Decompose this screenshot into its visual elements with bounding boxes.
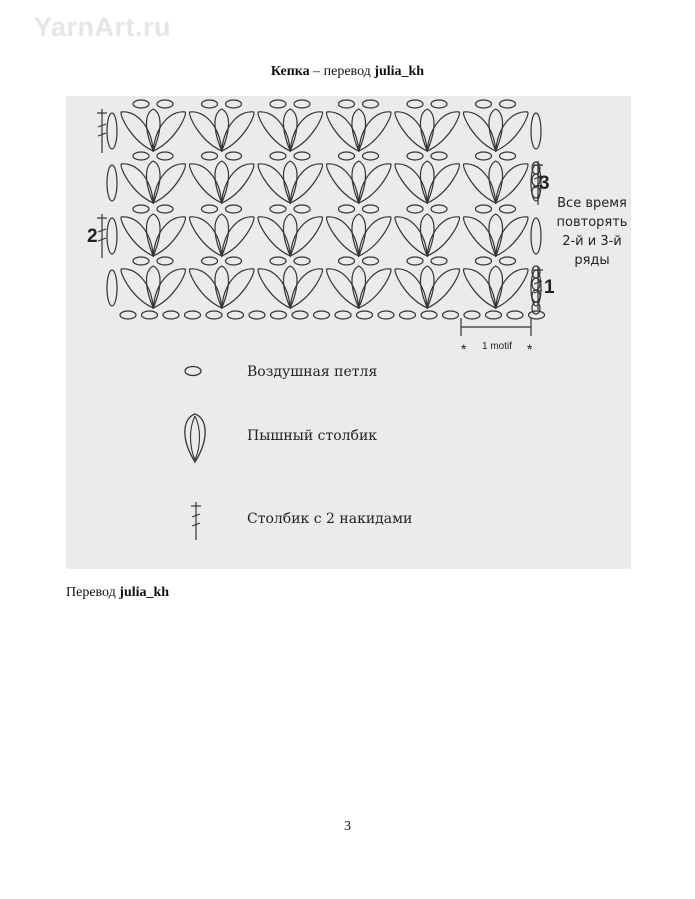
chain-stitch <box>226 152 242 160</box>
chain-stitch <box>407 257 423 265</box>
chain-stitch <box>339 100 355 108</box>
chain-stitch <box>294 100 310 108</box>
foundation-chain <box>163 311 179 319</box>
puff-petal <box>121 269 153 308</box>
foundation-chain <box>271 311 287 319</box>
puff-center <box>283 214 297 256</box>
foundation-chain <box>185 311 201 319</box>
chain-stitch <box>407 205 423 213</box>
puff-petal <box>395 164 427 203</box>
chain-stitch <box>270 100 286 108</box>
foundation-chain <box>529 311 545 319</box>
chain-stitch-icon <box>182 364 204 378</box>
puff-petal <box>290 269 322 308</box>
puff-petal <box>464 164 496 203</box>
foundation-chain <box>142 311 158 319</box>
puff-petal <box>427 269 459 308</box>
chain-stitch <box>202 257 218 265</box>
chain-stitch <box>407 100 423 108</box>
chain-stitch <box>339 152 355 160</box>
double-treble-icon <box>188 500 204 542</box>
chain-stitch <box>226 100 242 108</box>
puff-petal <box>395 217 427 256</box>
chain-stitch <box>294 205 310 213</box>
chain-stitch <box>363 152 379 160</box>
legend-treble-label: Столбик с 2 накидами <box>247 511 413 527</box>
puff-petal <box>190 164 222 203</box>
puff-petal <box>496 269 528 308</box>
puff-petal <box>290 112 322 151</box>
puff-center <box>146 161 160 203</box>
puff-petal <box>190 269 222 308</box>
foundation-chain <box>335 311 351 319</box>
foundation-chain <box>206 311 222 319</box>
puff-center <box>215 214 229 256</box>
foundation-chain <box>228 311 244 319</box>
puff-center <box>352 266 366 308</box>
puff-center <box>215 266 229 308</box>
chain-stitch <box>407 152 423 160</box>
row-number-1: 1 <box>544 277 555 298</box>
puff-petal <box>153 217 185 256</box>
puff-petal <box>290 217 322 256</box>
edge-puff-left <box>107 113 117 149</box>
edge-puff-left <box>107 165 117 201</box>
chain-stitch <box>363 100 379 108</box>
title-separator: – перевод <box>309 64 375 79</box>
motif-marker-left: * <box>461 341 467 357</box>
foundation-chain <box>443 311 459 319</box>
chain-stitch <box>363 257 379 265</box>
legend-chain-label: Воздушная петля <box>247 364 378 380</box>
puff-petal <box>190 217 222 256</box>
chain-stitch <box>157 100 173 108</box>
chain-stitch <box>133 205 149 213</box>
puff-center <box>146 109 160 151</box>
chain-stitch <box>431 257 447 265</box>
puff-petal <box>153 112 185 151</box>
chain-stitch <box>157 152 173 160</box>
chain-stitch <box>431 205 447 213</box>
puff-petal <box>153 269 185 308</box>
legend-puff-label: Пышный столбик <box>247 428 378 444</box>
puff-center <box>420 109 434 151</box>
edge-puff-right <box>531 113 541 149</box>
chain-stitch <box>339 257 355 265</box>
watermark: YarnArt.ru <box>34 12 172 42</box>
puff-petal <box>121 164 153 203</box>
chain-stitch <box>202 152 218 160</box>
chain-stitch <box>270 205 286 213</box>
chain-stitch <box>133 100 149 108</box>
puff-petal <box>395 269 427 308</box>
foundation-chain <box>486 311 502 319</box>
puff-petal <box>496 217 528 256</box>
motif-label: 1 motif <box>482 341 513 352</box>
chain-stitch <box>294 257 310 265</box>
puff-center <box>215 109 229 151</box>
puff-center <box>352 214 366 256</box>
chain-stitch <box>431 152 447 160</box>
foundation-chain <box>507 311 523 319</box>
puff-petal <box>153 164 185 203</box>
puff-petal <box>427 112 459 151</box>
chain-stitch <box>363 205 379 213</box>
puff-center <box>489 266 503 308</box>
motif-bracket <box>461 318 531 336</box>
puff-petal <box>258 164 290 203</box>
puff-center <box>146 266 160 308</box>
foundation-chain <box>120 311 136 319</box>
puff-petal <box>427 217 459 256</box>
page-number: 3 <box>344 819 351 834</box>
crochet-chart <box>66 96 631 569</box>
chain-stitch <box>202 100 218 108</box>
chain-stitch <box>431 100 447 108</box>
puff-petal <box>222 112 254 151</box>
translation-credit <box>66 585 169 601</box>
puff-petal <box>395 112 427 151</box>
chain-stitch <box>476 100 492 108</box>
puff-center <box>215 161 229 203</box>
puff-center <box>146 214 160 256</box>
puff-center <box>352 161 366 203</box>
puff-center <box>420 161 434 203</box>
puff-petal <box>121 217 153 256</box>
foundation-chain <box>464 311 480 319</box>
edge-puff-left <box>107 270 117 306</box>
turning-chain <box>532 278 540 290</box>
puff-center <box>283 109 297 151</box>
foundation-chain <box>292 311 308 319</box>
chain-stitch <box>500 152 516 160</box>
foundation-chain <box>400 311 416 319</box>
puff-petal <box>464 217 496 256</box>
puff-center <box>283 266 297 308</box>
chain-stitch <box>339 205 355 213</box>
chain-stitch <box>476 257 492 265</box>
puff-center <box>489 109 503 151</box>
puff-center <box>489 161 503 203</box>
translation-label: Перевод <box>66 585 120 600</box>
puff-petal <box>327 269 359 308</box>
chain-stitch <box>202 205 218 213</box>
row-number-2: 2 <box>87 226 98 247</box>
title-author: julia_kh <box>374 64 425 79</box>
puff-petal <box>359 112 391 151</box>
puff-center <box>420 266 434 308</box>
edge-puff-left <box>107 218 117 254</box>
puff-stitch-icon <box>178 412 212 464</box>
puff-petal <box>327 112 359 151</box>
puff-petal <box>427 164 459 203</box>
chain-stitch <box>476 205 492 213</box>
puff-center <box>283 161 297 203</box>
puff-petal <box>464 269 496 308</box>
puff-petal <box>290 164 322 203</box>
foundation-chain <box>314 311 330 319</box>
puff-petal <box>222 269 254 308</box>
chain-stitch <box>270 257 286 265</box>
puff-petal <box>464 112 496 151</box>
chain-stitch <box>500 257 516 265</box>
row-number-3: 3 <box>539 173 550 194</box>
chain-stitch <box>270 152 286 160</box>
puff-petal <box>258 112 290 151</box>
chain-stitch <box>157 257 173 265</box>
chain-stitch <box>133 152 149 160</box>
chain-stitch <box>133 257 149 265</box>
puff-petal <box>258 269 290 308</box>
foundation-chain <box>378 311 394 319</box>
puff-petal <box>222 217 254 256</box>
translation-author: julia_kh <box>119 585 170 600</box>
foundation-chain <box>249 311 265 319</box>
puff-petal <box>222 164 254 203</box>
puff-petal <box>258 217 290 256</box>
puff-petal <box>496 164 528 203</box>
chain-stitch <box>157 205 173 213</box>
puff-petal <box>190 112 222 151</box>
chain-stitch <box>226 205 242 213</box>
puff-center <box>489 214 503 256</box>
foundation-chain <box>357 311 373 319</box>
chain-stitch <box>294 152 310 160</box>
edge-puff-right <box>531 218 541 254</box>
title-word: Кепка <box>270 64 310 79</box>
turning-chain <box>532 302 540 314</box>
puff-center <box>352 109 366 151</box>
puff-petal <box>359 164 391 203</box>
puff-petal <box>121 112 153 151</box>
puff-petal <box>496 112 528 151</box>
chain-stitch <box>226 257 242 265</box>
motif-marker-right: * <box>527 341 533 357</box>
chain-stitch <box>476 152 492 160</box>
puff-petal <box>359 217 391 256</box>
chain-stitch <box>500 100 516 108</box>
repeat-instruction: Все время повторять 2-й и 3-й ряды <box>556 196 628 268</box>
puff-petal <box>327 217 359 256</box>
puff-petal <box>327 164 359 203</box>
document-title <box>0 64 695 80</box>
crochet-diagram <box>66 96 631 569</box>
chain-stitch <box>500 205 516 213</box>
puff-center <box>420 214 434 256</box>
foundation-chain <box>421 311 437 319</box>
puff-petal <box>359 269 391 308</box>
